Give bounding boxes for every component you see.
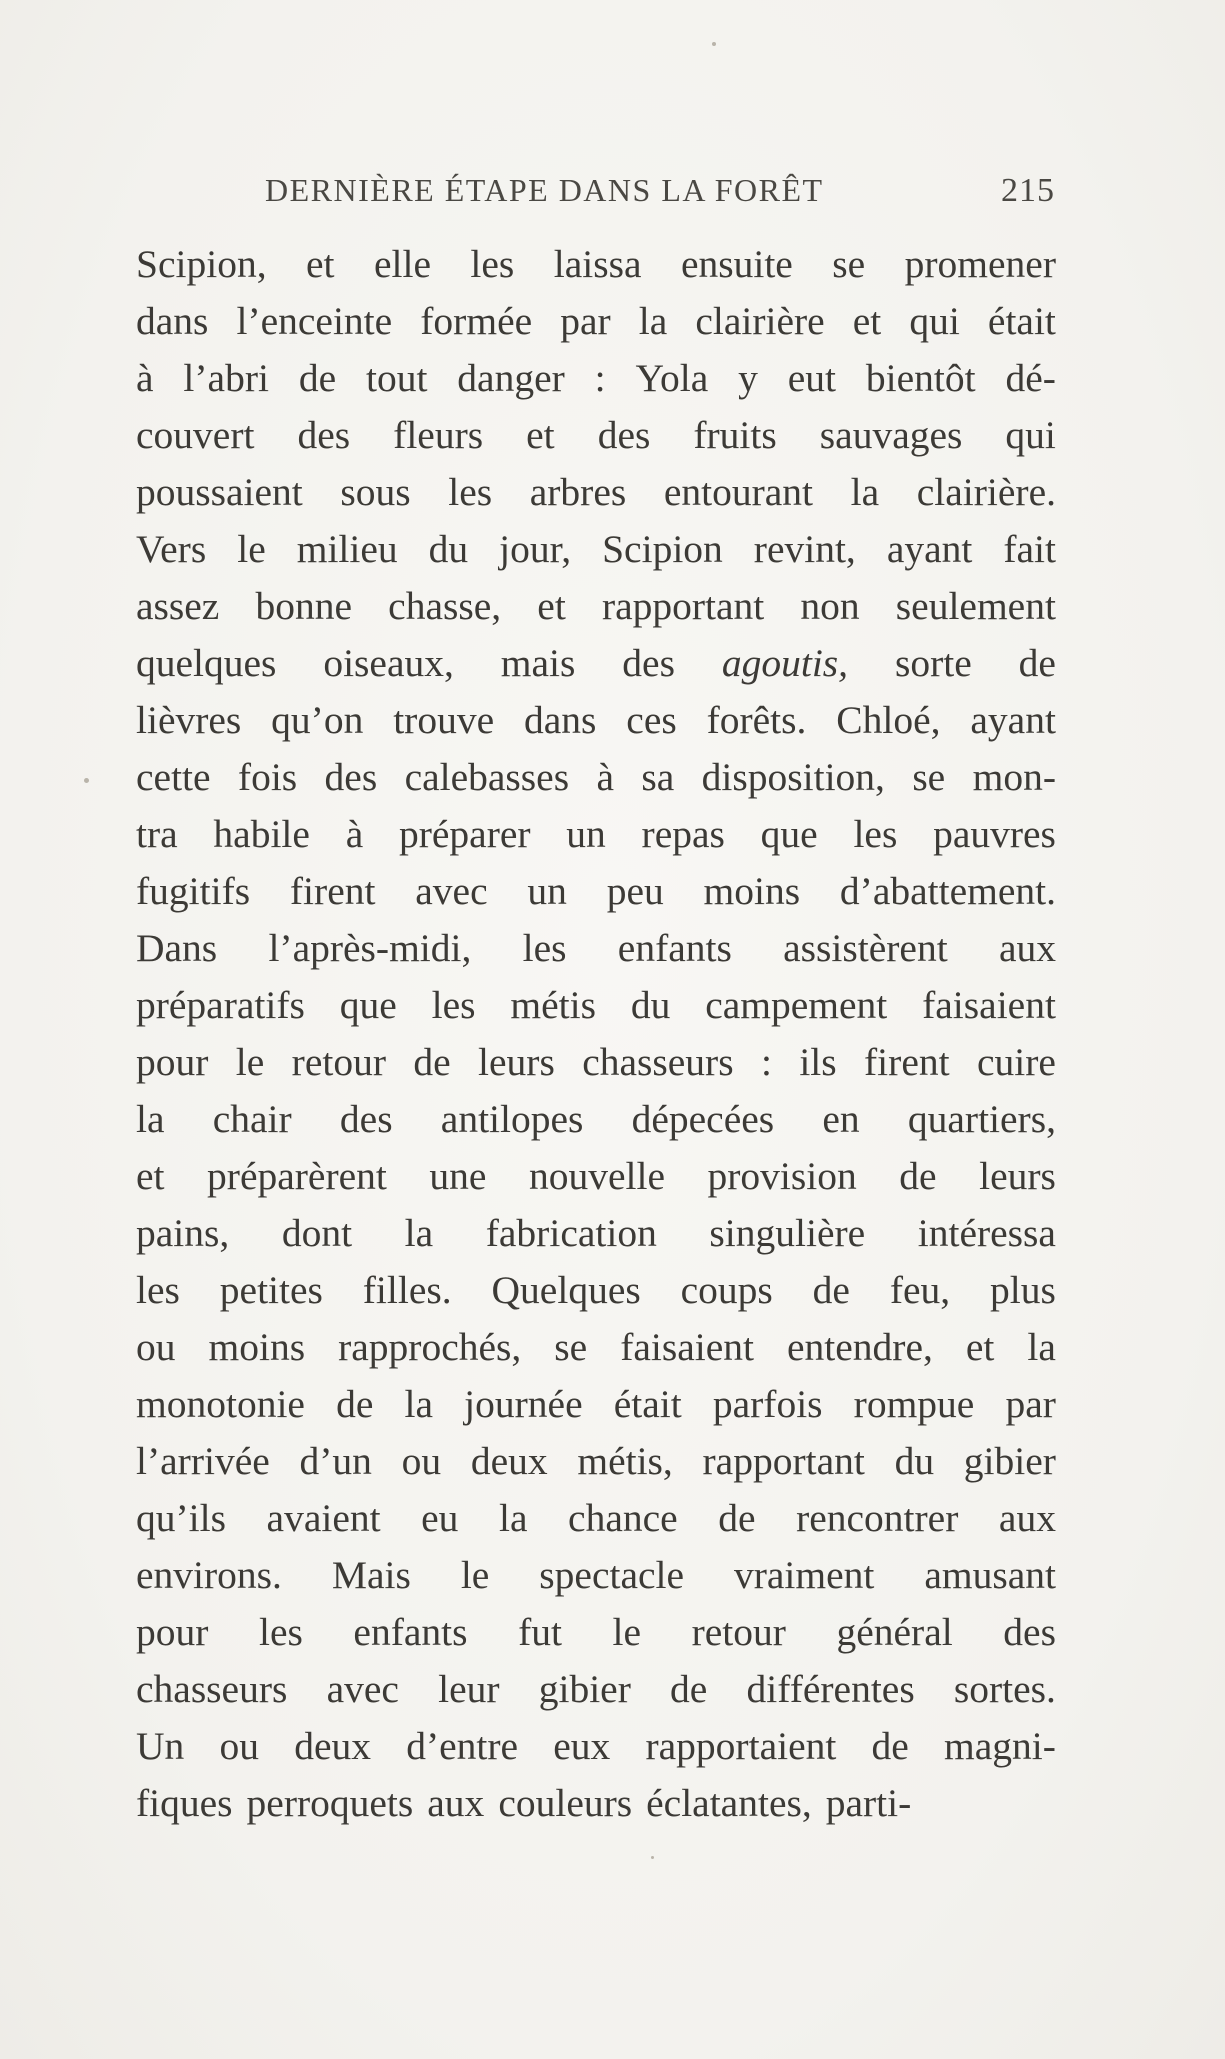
word: ayant — [970, 698, 1056, 742]
word: métis, — [577, 1439, 673, 1483]
word: petites — [219, 1268, 323, 1312]
word: filles. — [362, 1268, 452, 1312]
text-line — [136, 806, 1056, 863]
word: oiseaux, — [323, 641, 454, 685]
word: rapportant — [601, 584, 765, 628]
word: l’arrivée — [136, 1439, 270, 1483]
text-line — [136, 236, 1056, 293]
word: avaient — [266, 1496, 381, 1540]
word: d’abattement. — [839, 869, 1056, 913]
word: ensuite — [680, 242, 793, 286]
paper-speck — [712, 42, 716, 46]
word: de — [871, 1724, 909, 1768]
word: qu’ils — [136, 1496, 226, 1540]
text-line — [136, 407, 1056, 464]
word: les — [470, 242, 515, 286]
word: et — [537, 584, 566, 628]
word: était — [613, 1382, 682, 1426]
word: ou — [136, 1325, 176, 1369]
word: les — [853, 812, 898, 856]
word: parfois — [712, 1382, 823, 1426]
text-line — [136, 1205, 1056, 1262]
word: faisaient — [620, 1325, 754, 1369]
word: la — [850, 470, 880, 514]
word: non — [800, 584, 860, 628]
word: pains, — [136, 1211, 230, 1255]
word: amusant — [924, 1553, 1056, 1597]
word: leurs — [478, 1040, 555, 1084]
word: de — [670, 1667, 708, 1711]
word: Yola — [635, 356, 709, 400]
word: Dans — [136, 926, 218, 970]
text-line — [136, 1319, 1056, 1376]
word: fait — [1003, 527, 1056, 571]
word: enfants — [617, 926, 732, 970]
word: intéressa — [917, 1211, 1056, 1255]
word: de — [298, 356, 337, 400]
word: pauvres — [933, 812, 1056, 856]
word: et — [136, 1154, 165, 1198]
word: Mais — [331, 1553, 411, 1597]
word: rapprochés, — [338, 1325, 522, 1369]
word: un — [527, 869, 567, 913]
word: journée — [464, 1382, 583, 1426]
word: général — [836, 1610, 953, 1654]
word: le — [235, 1040, 265, 1084]
word: la — [638, 299, 668, 343]
word: sorte — [894, 641, 972, 685]
word: chair — [212, 1097, 292, 1141]
word: gibier — [963, 1439, 1056, 1483]
word: et — [852, 299, 882, 343]
word: leur — [438, 1667, 500, 1711]
word: qu’on — [271, 698, 364, 742]
word: fut — [518, 1610, 562, 1654]
paper-speck — [84, 778, 89, 783]
word: des — [1003, 1610, 1056, 1654]
word: couvert — [136, 413, 255, 457]
text-line — [136, 749, 1056, 806]
text-line — [136, 1775, 1056, 1832]
word: danger — [457, 356, 565, 400]
word: à — [136, 356, 154, 400]
word: fabrication — [485, 1211, 657, 1255]
word: pour — [136, 1610, 209, 1654]
word: tout — [365, 356, 428, 400]
word: nouvelle — [528, 1154, 665, 1198]
word: deux — [294, 1724, 371, 1768]
word: repas — [641, 812, 725, 856]
word: cuire — [976, 1040, 1056, 1084]
word: se — [832, 242, 866, 286]
word: eux — [553, 1724, 611, 1768]
word: chasse, — [388, 584, 502, 628]
word: l’abri — [183, 356, 269, 400]
word: que — [339, 983, 397, 1027]
word: calebasses — [404, 755, 570, 799]
word: firent — [289, 869, 376, 913]
paper-speck — [651, 1856, 654, 1859]
word: elle — [373, 242, 431, 286]
word: de — [899, 1154, 937, 1198]
word: ou — [401, 1439, 442, 1483]
word: éclatantes, — [646, 1781, 812, 1825]
word: l’enceinte — [236, 299, 393, 343]
text-line — [136, 350, 1056, 407]
word: fiques — [136, 1781, 233, 1825]
word: ou — [219, 1724, 259, 1768]
word: l’après-midi, — [268, 926, 472, 970]
word: retour — [291, 1040, 386, 1084]
word: couleurs — [498, 1781, 633, 1825]
word: Scipion, — [136, 242, 267, 286]
word: perroquets — [246, 1781, 414, 1825]
word: Un — [136, 1724, 185, 1768]
word: tra — [136, 812, 178, 856]
word: fois — [237, 755, 298, 799]
word: se — [554, 1325, 588, 1369]
word: aux — [998, 926, 1056, 970]
word: préparatifs — [136, 983, 305, 1027]
word: et — [526, 413, 555, 457]
word: moins — [703, 869, 801, 913]
word: se — [912, 755, 946, 799]
word: par — [560, 299, 611, 343]
word: sortes. — [953, 1667, 1056, 1711]
word: chance — [568, 1496, 678, 1540]
word: poussaient — [136, 470, 303, 514]
word: coups — [680, 1268, 773, 1312]
word: quartiers, — [907, 1097, 1056, 1141]
text-line — [136, 863, 1056, 920]
word: milieu — [296, 527, 398, 571]
word: promener — [904, 242, 1056, 286]
word: fugitifs — [136, 869, 251, 913]
text-line — [136, 1490, 1056, 1547]
word: environs. — [136, 1553, 282, 1597]
word: faisaient — [922, 983, 1056, 1027]
word: à — [345, 812, 364, 856]
word: les — [431, 983, 476, 1027]
word: campement — [705, 983, 888, 1027]
word: le — [612, 1610, 642, 1654]
word: rapportant — [702, 1439, 865, 1483]
word: les — [448, 470, 493, 514]
text-line — [136, 464, 1056, 521]
word: enfants — [353, 1610, 468, 1654]
word: et — [306, 242, 335, 286]
word: du — [630, 983, 671, 1027]
word: entendre, — [787, 1325, 933, 1369]
word: seulement — [895, 584, 1056, 628]
word: ces — [626, 698, 677, 742]
word: vraiment — [733, 1553, 875, 1597]
text-line — [136, 1433, 1056, 1490]
word: qui — [909, 299, 960, 343]
word: avec — [326, 1667, 399, 1711]
word: fleurs — [393, 413, 484, 457]
text-line — [136, 1262, 1056, 1319]
word: lièvres — [136, 698, 242, 742]
word: aux — [427, 1781, 485, 1825]
word: chasseurs — [136, 1667, 288, 1711]
word: leurs — [979, 1154, 1056, 1198]
word: cette — [136, 755, 211, 799]
word: une — [429, 1154, 487, 1198]
text-line — [136, 578, 1056, 635]
word: assistèrent — [783, 926, 948, 970]
word: rapportaient — [645, 1724, 837, 1768]
word: les — [136, 1268, 180, 1312]
word: un — [566, 812, 606, 856]
word: quelques — [136, 641, 277, 685]
word: du — [894, 1439, 935, 1483]
word: : — [594, 356, 606, 400]
word: la — [498, 1496, 528, 1540]
word: y — [738, 356, 758, 400]
word: à — [596, 755, 614, 799]
word: entourant — [663, 470, 814, 514]
word: jour, — [499, 527, 572, 571]
word: le — [237, 527, 266, 571]
word: la — [1027, 1325, 1056, 1369]
word: les — [522, 926, 567, 970]
word: feu, — [889, 1268, 951, 1312]
word: pour — [136, 1040, 209, 1084]
word: bonne — [255, 584, 353, 628]
word: de — [336, 1382, 374, 1426]
word: sous — [340, 470, 411, 514]
text-line — [136, 293, 1056, 350]
text-line — [136, 1547, 1056, 1604]
word: dans — [136, 299, 209, 343]
word: des — [622, 641, 675, 685]
word: rompue — [853, 1382, 975, 1426]
word: disposition, — [701, 755, 885, 799]
word: dépecées — [631, 1097, 775, 1141]
word: Scipion — [602, 527, 723, 571]
word: bientôt — [865, 356, 976, 400]
word: le — [460, 1553, 490, 1597]
word: trouve — [393, 698, 495, 742]
word: mon- — [972, 755, 1056, 799]
body-text — [136, 236, 1056, 1832]
word: firent — [864, 1040, 950, 1084]
page-number: 215 — [1001, 172, 1055, 209]
word: était — [987, 299, 1056, 343]
text-line — [136, 1661, 1056, 1718]
text-line — [136, 1604, 1056, 1661]
word: eut — [787, 356, 837, 400]
word: fruits — [693, 413, 777, 457]
running-head — [265, 172, 1055, 218]
word: qui — [1005, 413, 1056, 457]
word: de — [812, 1268, 850, 1312]
word: des — [597, 413, 651, 457]
word: agoutis, — [721, 641, 849, 685]
word: ayant — [886, 527, 973, 571]
word: d’entre — [406, 1724, 519, 1768]
word: des — [324, 755, 378, 799]
word: habile — [213, 812, 310, 856]
word: sa — [641, 755, 675, 799]
text-line — [136, 635, 1056, 692]
word: clairière — [695, 299, 825, 343]
word: du — [428, 527, 469, 571]
word: dans — [524, 698, 597, 742]
text-line — [136, 1034, 1056, 1091]
word: eu — [421, 1496, 459, 1540]
word: parti- — [825, 1781, 912, 1825]
word: antilopes — [440, 1097, 584, 1141]
word: ils — [799, 1040, 837, 1084]
word: différentes — [746, 1667, 915, 1711]
word: provision — [707, 1154, 857, 1198]
word: deux — [470, 1439, 548, 1483]
word: formée — [420, 299, 533, 343]
text-line — [136, 1718, 1056, 1775]
word: préparer — [398, 812, 531, 856]
word: gibier — [538, 1667, 631, 1711]
text-line — [136, 977, 1056, 1034]
word: les — [258, 1610, 303, 1654]
word: moins — [208, 1325, 306, 1369]
word: de — [1018, 641, 1056, 685]
word: peu — [606, 869, 664, 913]
word: de — [413, 1040, 451, 1084]
text-line — [136, 1148, 1056, 1205]
word: rencontrer — [796, 1496, 959, 1540]
word: monotonie — [136, 1382, 305, 1426]
text-line — [136, 692, 1056, 749]
word: Vers — [136, 527, 207, 571]
word: revint, — [753, 527, 856, 571]
word: des — [339, 1097, 393, 1141]
word: des — [297, 413, 351, 457]
word: dé- — [1005, 356, 1056, 400]
text-line — [136, 1376, 1056, 1433]
text-line — [136, 1091, 1056, 1148]
word: préparèrent — [207, 1154, 387, 1198]
word: plus — [990, 1268, 1056, 1312]
text-line — [136, 521, 1056, 578]
word: arbres — [529, 470, 627, 514]
word: magni- — [944, 1724, 1056, 1768]
word: : — [760, 1040, 772, 1084]
word: par — [1005, 1382, 1056, 1426]
word: de — [718, 1496, 756, 1540]
word: avec — [415, 869, 488, 913]
word: singulière — [709, 1211, 866, 1255]
word: mais — [500, 641, 576, 685]
word: la — [136, 1097, 165, 1141]
word: dont — [281, 1211, 353, 1255]
word: chasseurs — [582, 1040, 734, 1084]
word: en — [822, 1097, 860, 1141]
word: métis — [510, 983, 596, 1027]
word: assez — [136, 584, 220, 628]
word: la — [404, 1382, 434, 1426]
word: et — [965, 1325, 995, 1369]
word: sauvages — [819, 413, 963, 457]
word: spectacle — [539, 1553, 685, 1597]
word: Chloé, — [836, 698, 941, 742]
running-title: DERNIÈRE ÉTAPE DANS LA FORÊT — [265, 172, 824, 208]
word: aux — [998, 1496, 1056, 1540]
word: laissa — [553, 242, 642, 286]
word: d’un — [299, 1439, 372, 1483]
text-line — [136, 920, 1056, 977]
word: retour — [691, 1610, 786, 1654]
word: la — [404, 1211, 434, 1255]
word: forêts. — [706, 698, 807, 742]
word: que — [760, 812, 818, 856]
word: Quelques — [491, 1268, 641, 1312]
word: clairière. — [916, 470, 1056, 514]
